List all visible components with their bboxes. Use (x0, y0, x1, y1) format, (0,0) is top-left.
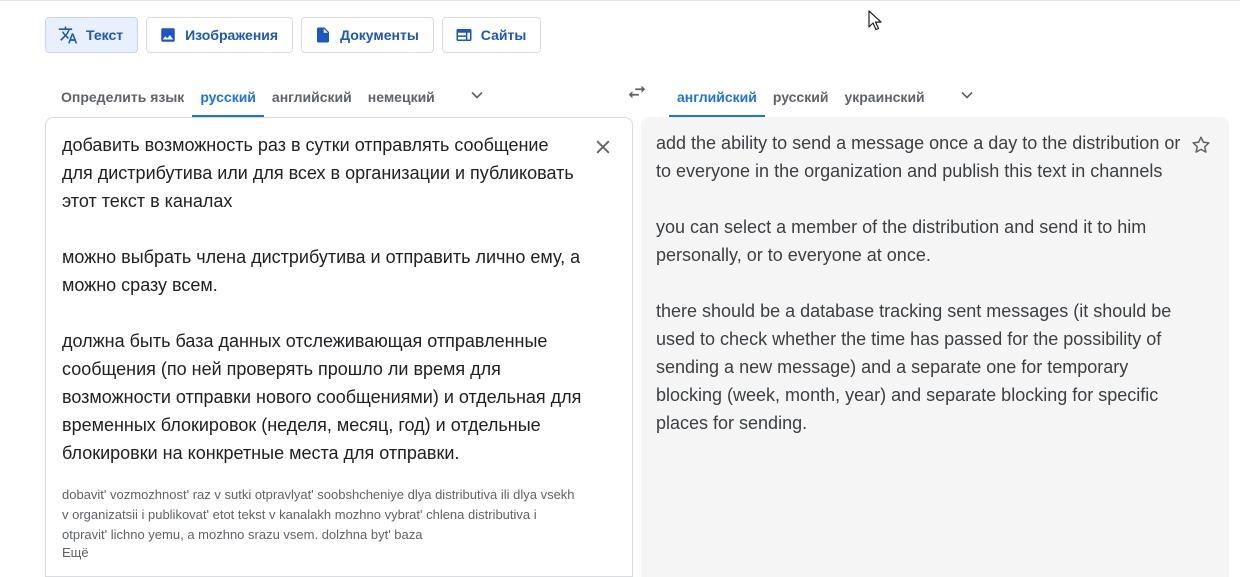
image-icon (159, 26, 177, 44)
save-translation-button[interactable] (1190, 134, 1212, 156)
show-more-link[interactable]: Ещё (62, 545, 89, 560)
mode-documents-button[interactable] (301, 17, 434, 53)
translation-output-area (641, 117, 1229, 577)
swap-icon (626, 81, 648, 108)
mode-images-label: Изображения (185, 27, 279, 43)
target-lang-ukrainian[interactable]: украинский (844, 89, 925, 105)
source-paragraph: добавить возможность раз в сутки отправлять сообщение для дистрибутива или для всех в организации и публиковать этот текст в каналах (62, 135, 574, 211)
swap-languages-button[interactable] (624, 81, 650, 107)
clear-text-button[interactable] (593, 137, 613, 157)
source-text-area[interactable] (45, 117, 633, 577)
translation-text (656, 129, 1181, 437)
mouse-cursor-icon (868, 10, 882, 36)
translation-paragraph: add the ability to send a message once a day to the distribution or to everyone in the organization and publish this text in channels (656, 133, 1181, 181)
translate-icon (58, 25, 78, 45)
mode-websites-button[interactable] (442, 17, 542, 53)
target-language-bar (669, 76, 985, 118)
target-lang-english[interactable]: английский (669, 76, 765, 118)
close-icon (593, 144, 613, 161)
source-text[interactable] (62, 131, 582, 467)
mode-documents-label: Документы (340, 27, 419, 43)
source-more-languages-button[interactable] (459, 76, 495, 118)
top-divider (0, 0, 1240, 1)
chevron-down-icon (957, 85, 977, 110)
source-lang-detect[interactable]: Определить язык (61, 89, 185, 105)
source-lang-russian[interactable]: русский (192, 76, 264, 118)
target-more-languages-button[interactable] (949, 76, 985, 118)
website-icon (455, 26, 473, 44)
source-language-bar (53, 76, 495, 118)
document-icon (314, 26, 332, 44)
mode-text-button[interactable] (45, 17, 138, 53)
mode-text-label: Текст (86, 27, 124, 43)
chevron-down-icon (467, 85, 487, 110)
star-icon (1190, 143, 1212, 160)
target-lang-russian[interactable]: русский (772, 89, 829, 105)
source-paragraph: можно выбрать члена дистрибутива и отправить лично ему, а можно сразу всем. (62, 247, 581, 295)
transliteration: dobavit' vozmozhnost' raz v sutki otpravlyat' soobshcheniye dlya distributiva ili dlya vsekh v organizatsii i publikovat' etot tekst v kanalakh mozhno vybrat' chlena distributiva i otpravit' lichno yemu, a mozhno srazu vsem. dolzhna byt' baza (62, 487, 575, 542)
mode-tabs (45, 17, 541, 53)
source-lang-german[interactable]: немецкий (367, 89, 435, 105)
source-paragraph: должна быть база данных отслеживающая отправленные сообщения (по ней проверять прошло ли время для возможности отправки нового сообщениями) и отдельная для временных блокировок (неделя, месяц, год) и отдельные блокировки на конкретные места для отправки. (62, 331, 582, 463)
mode-websites-label: Сайты (480, 27, 527, 43)
translation-paragraph: there should be a database tracking sent messages (it should be used to check whether the time has passed for the possibility of sending a new message) and a separate one for temporary blocking (week, month, year) and separate blocking for specific places for sending. (656, 301, 1172, 433)
translation-paragraph: you can select a member of the distribution and send it to him personally, or to everyone at once. (656, 217, 1147, 265)
source-lang-english[interactable]: английский (271, 89, 352, 105)
mode-images-button[interactable] (146, 17, 293, 53)
